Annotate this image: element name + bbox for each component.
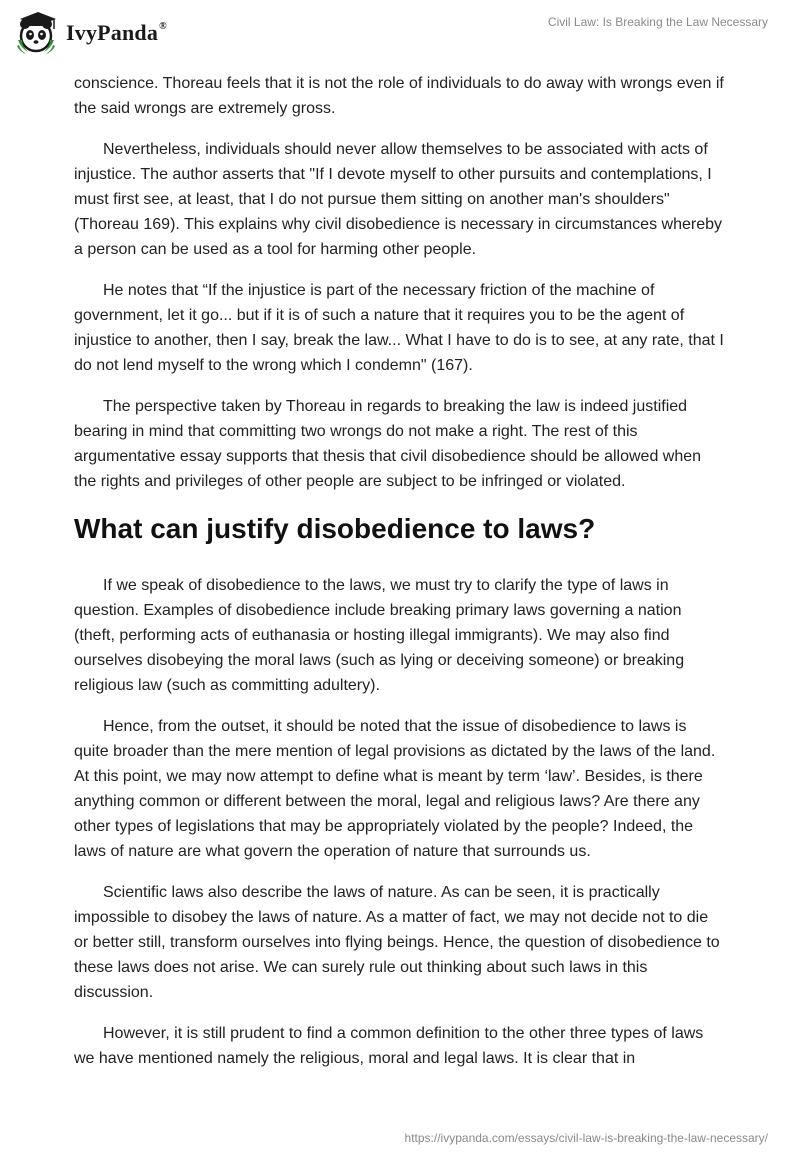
source-url[interactable]: https://ivypanda.com/essays/civil-law-is-breaking-the-law-necessary/: [404, 1131, 768, 1145]
paragraph: Nevertheless, individuals should never allow themselves to be associated with acts of injustice. The author asserts that "If I devote myself to other pursuits and contemplations, I must first see, at least, that I do not pursue them sitting on another man's shoulders" (Thoreau 169). This explains why civil disobedience is necessary in circumstances whereby a person can be used as a tool for harming other people.: [74, 141, 722, 258]
document-title: Civil Law: Is Breaking the Law Necessary: [547, 15, 768, 29]
section-heading: What can justify disobedience to laws?: [74, 513, 596, 544]
paragraph: However, it is still prudent to find a common definition to the other three types of laws we have mentioned namely the religious, moral and legal laws. It is clear that in: [74, 1025, 704, 1067]
registered-mark: ®: [159, 21, 167, 32]
paragraph: Scientific laws also describe the laws of nature. As can be seen, it is practically impossible to disobey the laws of nature. As a matter of fact, we may not decide not to die or better still, transform ourselves into flying beings. Hence, the question of disobedience to these laws does not arise. We can surely rule out thinking about such laws in this discussion.: [74, 884, 720, 1001]
logo-wordmark: [66, 20, 167, 46]
paragraph: conscience. Thoreau feels that it is not the role of individuals to do away with wrongs even if the said wrongs are extremely gross.: [74, 75, 724, 117]
ivypanda-logo[interactable]: [14, 10, 167, 56]
panda-graduate-icon: [14, 10, 60, 56]
essay-content: [74, 71, 724, 1087]
paragraph: He notes that “If the injustice is part of the necessary friction of the machine of government, let it go... but if it is of such a nature that it requires you to be the agent of injustice to another, then I say, break the law... What I have to do is to see, at any rate, that I do not lend myself to the wrong which I condemn" (167).: [74, 282, 724, 374]
paragraph: Hence, from the outset, it should be noted that the issue of disobedience to laws is quite broader than the mere mention of legal provisions as dictated by the laws of the land. At this point, we may now attempt to define what is meant by term ‘law’. Besides, is there anything common or different between the moral, legal and religious laws? Are there any other types of legislations that may be appropriately violated by the people? Indeed, the laws of nature are what govern the operation of nature that surrounds us.: [74, 718, 716, 860]
page-header: [0, 0, 800, 70]
paragraph: The perspective taken by Thoreau in regards to breaking the law is indeed justified bearing in mind that committing two wrongs do not make a right. The rest of this argumentative essay supports that thesis that civil disobedience should be allowed when the rights and privileges of other people are subject to be infringed or violated.: [74, 398, 702, 490]
logo-text: IvyPanda: [66, 20, 159, 45]
paragraph: If we speak of disobedience to the laws, we must try to clarify the type of laws in question. Examples of disobedience include breaking primary laws governing a nation (theft, performing acts of euthanasia or hosting illegal immigrants). We may also find ourselves disobeying the moral laws (such as lying or deceiving someone) or breaking religious law (such as committing adultery).: [74, 577, 685, 694]
